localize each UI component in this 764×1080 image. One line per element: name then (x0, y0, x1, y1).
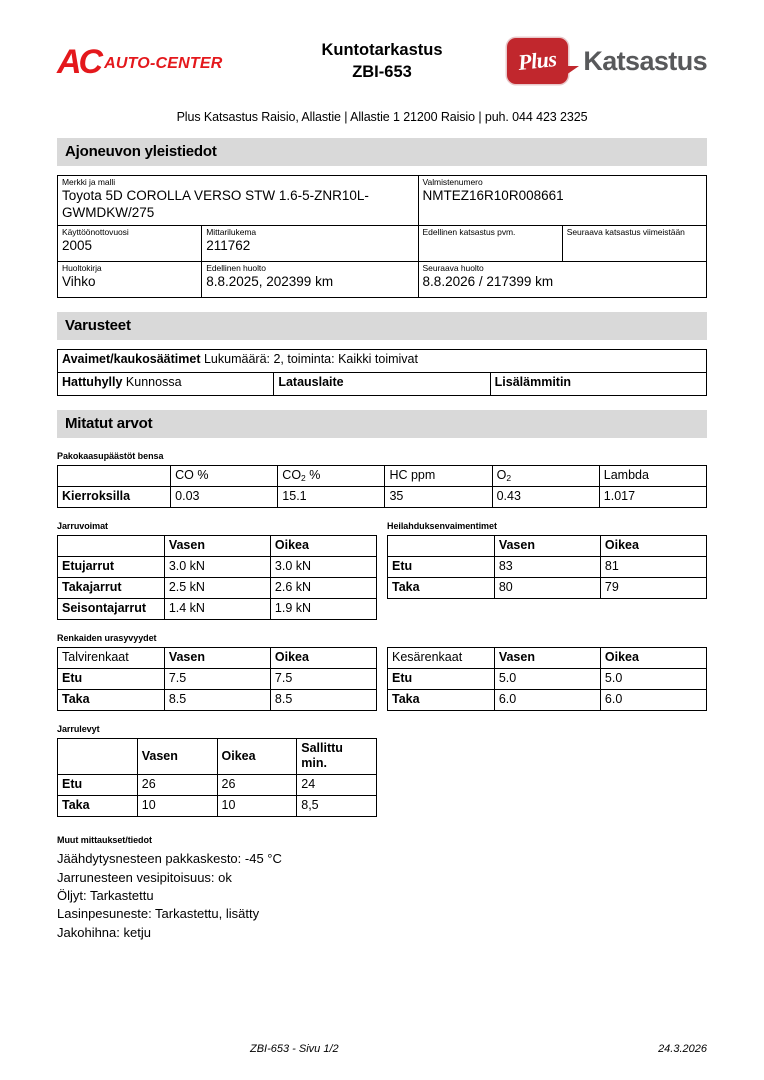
equipment-label: Lisälämmitin (494, 375, 572, 390)
registration-number-title: ZBI-653 (352, 63, 412, 81)
speech-bubble-tail-icon (566, 66, 579, 75)
emissions-cell-hc: 35 (385, 487, 492, 508)
document-type-title: Kuntotarkastus (321, 40, 443, 59)
table-header-row (58, 739, 377, 775)
dampers-header-right: Oikea (600, 536, 706, 557)
summer-tires-block (387, 620, 707, 711)
table-row (58, 775, 377, 796)
station-contact-line: Plus Katsastus Raisio, Allastie | Allastie 1 21200 Raisio | puh. 044 423 2325 (176, 110, 588, 124)
table-row (58, 487, 707, 508)
brake-forces-block (57, 508, 377, 620)
table-row (58, 578, 377, 599)
summer-tires-cell-left: 6.0 (494, 690, 600, 711)
brake-forces-header-right: Oikea (270, 536, 376, 557)
table-row (58, 262, 707, 298)
table-header-row (58, 536, 377, 557)
table-row (58, 669, 377, 690)
auto-center-logo (57, 43, 257, 81)
caption-emissions: Pakokaasupäästöt bensa (57, 451, 164, 462)
winter-tires-table (57, 647, 377, 711)
equipment-value: Lukumäärä: 2, toiminta: Kaikki toimivat (203, 352, 418, 367)
equipment-label: Hattuhylly (62, 375, 123, 390)
summer-tires-cell-right: 6.0 (600, 690, 706, 711)
winter-tires-block (57, 620, 377, 711)
summer-tires-header-right: Oikea (600, 648, 706, 669)
dampers-corner-cell (388, 536, 495, 557)
equipment-keys (58, 350, 707, 373)
other-measurement-line: Lasinpesuneste: Tarkastettu, lisätty (57, 906, 260, 922)
plus-katsastus-logo (507, 38, 707, 84)
equipment-table (57, 349, 707, 396)
field-value: Toyota 5D COROLLA VERSO STW 1.6-5-ZNR10L-GWMDKW/275 (62, 188, 369, 221)
dampers-cell-right: 79 (600, 578, 706, 599)
section-header-general-info: Ajoneuvon yleistiedot (57, 138, 707, 166)
summer-tires-cell-left: 5.0 (494, 669, 600, 690)
table-row (58, 373, 707, 396)
equipment-label: Avaimet/kaukosäätimet (62, 352, 201, 367)
other-measurement-line: Jäähdytysnesteen pakkaskesto: -45 °C (57, 851, 282, 867)
field-value: 8.8.2025, 202399 km (206, 274, 334, 290)
field-label: Valmistenumero (422, 177, 483, 187)
emissions-cell-co: 0.03 (171, 487, 278, 508)
winter-tires-row-label: Etu (58, 669, 165, 690)
field-next-service (418, 262, 706, 298)
summer-tires-header-left: Vasen (494, 648, 600, 669)
brake-forces-row-label: Etujarrut (58, 557, 165, 578)
brake-forces-cell-right: 2.6 kN (270, 578, 376, 599)
footer-date: 24.3.2026 (658, 1043, 707, 1055)
brake-discs-row-label: Etu (58, 775, 138, 796)
brake-discs-header-left: Vasen (137, 739, 217, 775)
brake-forces-row-label: Takajarrut (58, 578, 165, 599)
winter-tires-cell-right: 8.5 (270, 690, 376, 711)
emissions-header-co: CO % (171, 466, 278, 487)
caption-dampers: Heilahduksenvaimentimet (387, 521, 497, 532)
table-header-row (58, 648, 377, 669)
caption-brake-discs: Jarrulevyt (57, 724, 100, 735)
section-header-measured-values: Mitatut arvot (57, 410, 707, 438)
field-label: Huoltokirja (62, 263, 102, 274)
brake-forces-cell-left: 1.4 kN (164, 599, 270, 620)
brake-discs-cell-min: 24 (297, 775, 377, 796)
table-row (58, 690, 377, 711)
summer-tires-cell-right: 5.0 (600, 669, 706, 690)
table-row (388, 690, 707, 711)
brake-discs-table (57, 738, 377, 817)
page-footer (57, 1043, 707, 1055)
table-row (388, 557, 707, 578)
emissions-cell-o2: 0.43 (492, 487, 599, 508)
field-label: Seuraava katsastus viimeistään (566, 227, 685, 238)
emissions-row-label: Kierroksilla (58, 487, 171, 508)
field-label: Edellinen huolto (206, 263, 266, 274)
field-label: Mittarilukema (206, 227, 257, 238)
table-header-row (58, 466, 707, 487)
winter-tires-cell-left: 7.5 (164, 669, 270, 690)
brake-forces-row-label: Seisontajarrut (58, 599, 165, 620)
winter-tires-cell-right: 7.5 (270, 669, 376, 690)
brake-discs-cell-min: 8,5 (297, 796, 377, 817)
field-label: Käyttöönottovuosi (62, 227, 129, 238)
plus-badge-icon (507, 38, 568, 84)
table-row (388, 669, 707, 690)
field-vin (418, 176, 706, 226)
plus-wordmark: Plus (517, 46, 558, 75)
ac-monogram-icon: AC (57, 43, 101, 81)
table-row (58, 557, 377, 578)
table-row (58, 796, 377, 817)
table-row (58, 350, 707, 373)
dampers-block (387, 508, 707, 620)
field-value: 211762 (206, 238, 251, 254)
emissions-header-co2: $CO_2$ % (278, 466, 385, 487)
katsastus-wordmark: Katsastus (583, 45, 707, 76)
emissions-cell-lambda: 1.017 (599, 487, 706, 508)
field-odometer (202, 226, 418, 262)
brake-discs-cell-left: 10 (137, 796, 217, 817)
brake-discs-cell-left: 26 (137, 775, 217, 796)
section-header-equipment: Varusteet (57, 312, 707, 340)
equipment-label: Latauslaite (278, 375, 344, 390)
winter-tires-cell-left: 8.5 (164, 690, 270, 711)
document-header (57, 0, 707, 92)
winter-tires-row-label: Taka (58, 690, 165, 711)
dampers-cell-right: 81 (600, 557, 706, 578)
page-title (257, 39, 507, 84)
field-label: Seuraava huolto (422, 263, 484, 274)
field-service-book (58, 262, 202, 298)
emissions-header-o2: $O_2$ (492, 466, 599, 487)
other-measurements-list (57, 850, 707, 942)
field-next-inspection-due (562, 226, 706, 262)
dampers-cell-left: 80 (494, 578, 600, 599)
other-measurement-line: Jakohihna: ketju (57, 924, 151, 940)
table-row (58, 226, 707, 262)
caption-brake-forces: Jarruvoimat (57, 521, 108, 532)
winter-tires-header-left: Vasen (164, 648, 270, 669)
winter-tires-header-right: Oikea (270, 648, 376, 669)
emissions-table (57, 465, 707, 508)
brake-forces-corner-cell (58, 536, 165, 557)
brake-forces-cell-right: 3.0 kN (270, 557, 376, 578)
field-label: Merkki ja malli (62, 177, 116, 187)
footer-page-indicator: ZBI-653 - Sivu 1/2 (250, 1043, 339, 1055)
dampers-table (387, 535, 707, 599)
equipment-parcel-shelf (58, 373, 274, 396)
table-header-row (388, 648, 707, 669)
summer-tires-row-label: Taka (388, 690, 495, 711)
dampers-cell-left: 83 (494, 557, 600, 578)
equipment-charger (274, 373, 490, 396)
dampers-header-left: Vasen (494, 536, 600, 557)
summer-tires-corner-label: Kesärenkaat (388, 648, 495, 669)
emissions-header-lambda: Lambda (599, 466, 706, 487)
equipment-aux-heater (490, 373, 706, 396)
caption-tread-depths: Renkaiden urasyvyydet (57, 633, 157, 644)
brake-discs-header-min: Sallittu min. (297, 739, 377, 775)
field-previous-inspection-date (418, 226, 562, 262)
winter-tires-corner-label: Talvirenkaat (58, 648, 165, 669)
field-make-model (58, 176, 419, 226)
brake-discs-corner-cell (58, 739, 138, 775)
field-label: Edellinen katsastus pvm. (422, 227, 516, 238)
caption-other-measurements: Muut mittaukset/tiedot (57, 835, 152, 846)
auto-center-wordmark: AUTO-CENTER (104, 55, 223, 72)
field-value: 8.8.2026 / 217399 km (422, 274, 554, 290)
brake-forces-cell-left: 2.5 kN (164, 578, 270, 599)
dampers-row-label: Etu (388, 557, 495, 578)
field-first-registration-year (58, 226, 202, 262)
field-previous-service (202, 262, 418, 298)
emissions-header-hc: HC ppm (385, 466, 492, 487)
dampers-row-label: Taka (388, 578, 495, 599)
emissions-cell-co2: 15.1 (278, 487, 385, 508)
brake-discs-row-label: Taka (58, 796, 138, 817)
general-info-table (57, 175, 707, 298)
table-row (58, 599, 377, 620)
brake-forces-cell-right: 1.9 kN (270, 599, 376, 620)
brake-discs-cell-right: 26 (217, 775, 297, 796)
field-value: Vihko (62, 274, 96, 290)
brake-discs-cell-right: 10 (217, 796, 297, 817)
brake-forces-table (57, 535, 377, 620)
table-row (388, 578, 707, 599)
summer-tires-table (387, 647, 707, 711)
table-row (58, 176, 707, 226)
other-measurement-line: Jarrunesteen vesipitoisuus: ok (57, 869, 232, 885)
table-header-row (388, 536, 707, 557)
other-measurement-line: Öljyt: Tarkastettu (57, 888, 154, 903)
emissions-corner-cell (58, 466, 171, 487)
equipment-value: Kunnossa (125, 375, 182, 390)
summer-tires-row-label: Etu (388, 669, 495, 690)
brake-forces-header-left: Vasen (164, 536, 270, 557)
brake-forces-cell-left: 3.0 kN (164, 557, 270, 578)
field-value: 2005 (62, 238, 93, 254)
brake-discs-header-right: Oikea (217, 739, 297, 775)
field-value: NMTEZ16R10R008661 (422, 188, 564, 204)
